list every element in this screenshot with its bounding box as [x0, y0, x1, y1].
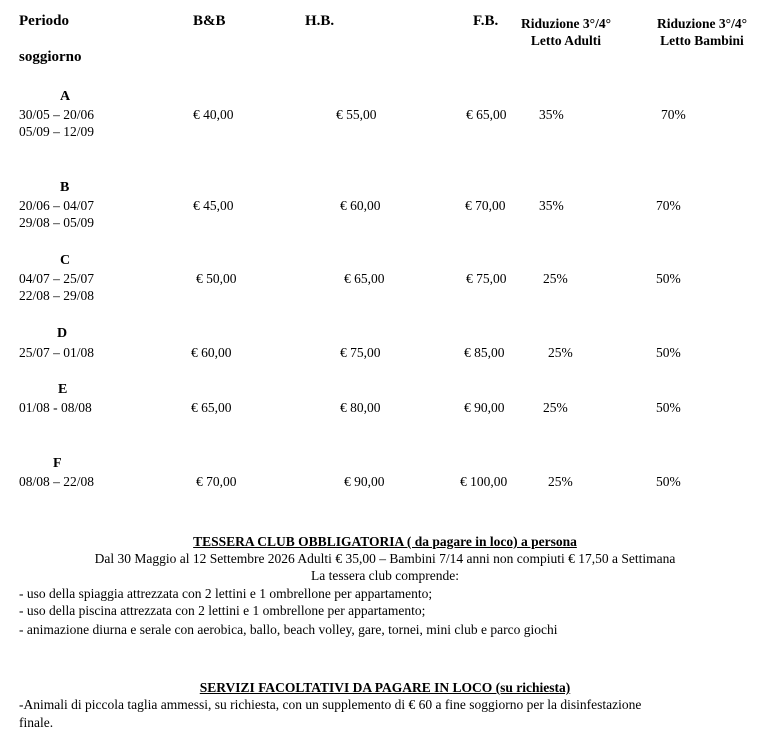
price-bb: € 50,00: [196, 271, 237, 286]
rid-bambini: 50%: [656, 474, 681, 489]
header-periodo: Periodo: [19, 13, 69, 29]
price-hb: € 75,00: [340, 345, 381, 360]
band-label: E: [58, 382, 68, 397]
price-bb: € 70,00: [196, 474, 237, 489]
band-label: C: [60, 253, 71, 268]
header-rid-adulti-line1: Riduzione 3°/4°: [521, 16, 611, 31]
rid-bambini: 50%: [656, 271, 681, 286]
price-fb: € 100,00: [460, 474, 508, 489]
period-date: 20/06 – 04/07: [19, 198, 95, 213]
rid-adulti: 25%: [543, 400, 568, 415]
servizi-line: -Animali di piccola taglia ammessi, su richiesta, con un supplemento di € 60 a fine soggiorno per la disinfestazione: [19, 697, 642, 712]
price-hb: € 60,00: [340, 198, 381, 213]
tessera-prices: Dal 30 Maggio al 12 Settembre 2026 Adulti € 35,00 – Bambini 7/14 anni non compiuti € 17,50 a Settimana: [94, 551, 676, 566]
rid-bambini: 50%: [656, 345, 681, 360]
period-date: 22/08 – 29/08: [19, 288, 95, 303]
price-bb: € 45,00: [193, 198, 234, 213]
band-label: A: [60, 89, 71, 104]
period-date: 29/08 – 05/09: [19, 215, 95, 230]
period-date: 05/09 – 12/09: [19, 124, 95, 139]
period-date: 08/08 – 22/08: [19, 474, 95, 489]
band-label: D: [57, 326, 68, 341]
period-date: 04/07 – 25/07: [19, 271, 95, 286]
tessera-item: - animazione diurna e serale con aerobica, ballo, beach volley, gare, tornei, mini club e parco giochi: [19, 622, 558, 637]
rid-adulti: 25%: [548, 474, 573, 489]
rid-bambini: 70%: [661, 107, 686, 122]
header-bb: B&B: [193, 13, 226, 29]
period-date: 30/05 – 20/06: [19, 107, 95, 122]
price-bb: € 40,00: [193, 107, 234, 122]
tessera-title: TESSERA CLUB OBBLIGATORIA ( da pagare in loco) a persona: [193, 534, 577, 549]
price-bb: € 60,00: [191, 345, 232, 360]
price-hb: € 80,00: [340, 400, 381, 415]
price-fb: € 85,00: [464, 345, 505, 360]
servizi-title: SERVIZI FACOLTATIVI DA PAGARE IN LOCO (su richiesta): [199, 680, 571, 695]
rid-adulti: 35%: [539, 198, 564, 213]
price-fb: € 70,00: [465, 198, 506, 213]
tessera-item: - uso della spiaggia attrezzata con 2 lettini e 1 ombrellone per appartamento;: [19, 586, 433, 601]
header-rid-bambini: [652, 15, 752, 49]
rid-adulti: 25%: [543, 271, 568, 286]
price-fb: € 90,00: [464, 400, 505, 415]
header-fb: F.B.: [473, 13, 499, 29]
price-hb: € 55,00: [336, 107, 377, 122]
price-fb: € 75,00: [466, 271, 507, 286]
rid-bambini: 70%: [656, 198, 681, 213]
price-fb: € 65,00: [466, 107, 507, 122]
rid-adulti: 25%: [548, 345, 573, 360]
price-bb: € 65,00: [191, 400, 232, 415]
header-rid-bambini-line1: Riduzione 3°/4°: [657, 16, 747, 31]
header-rid-adulti-line2: Letto Adulti: [530, 33, 602, 48]
header-soggiorno: soggiorno: [19, 49, 82, 65]
tessera-includes: La tessera club comprende:: [310, 568, 460, 583]
period-date: 25/07 – 01/08: [19, 345, 95, 360]
band-label: B: [60, 180, 70, 195]
period-date: 01/08 - 08/08: [19, 400, 92, 415]
servizi-line: finale.: [19, 715, 54, 730]
price-hb: € 65,00: [344, 271, 385, 286]
rid-bambini: 50%: [656, 400, 681, 415]
band-label: F: [53, 456, 62, 471]
header-rid-adulti: [516, 15, 616, 49]
price-hb: € 90,00: [344, 474, 385, 489]
rid-adulti: 35%: [539, 107, 564, 122]
tessera-item: - uso della piscina attrezzata con 2 lettini e 1 ombrellone per appartamento;: [19, 603, 426, 618]
header-hb: H.B.: [305, 13, 335, 29]
header-rid-bambini-line2: Letto Bambini: [660, 33, 744, 48]
